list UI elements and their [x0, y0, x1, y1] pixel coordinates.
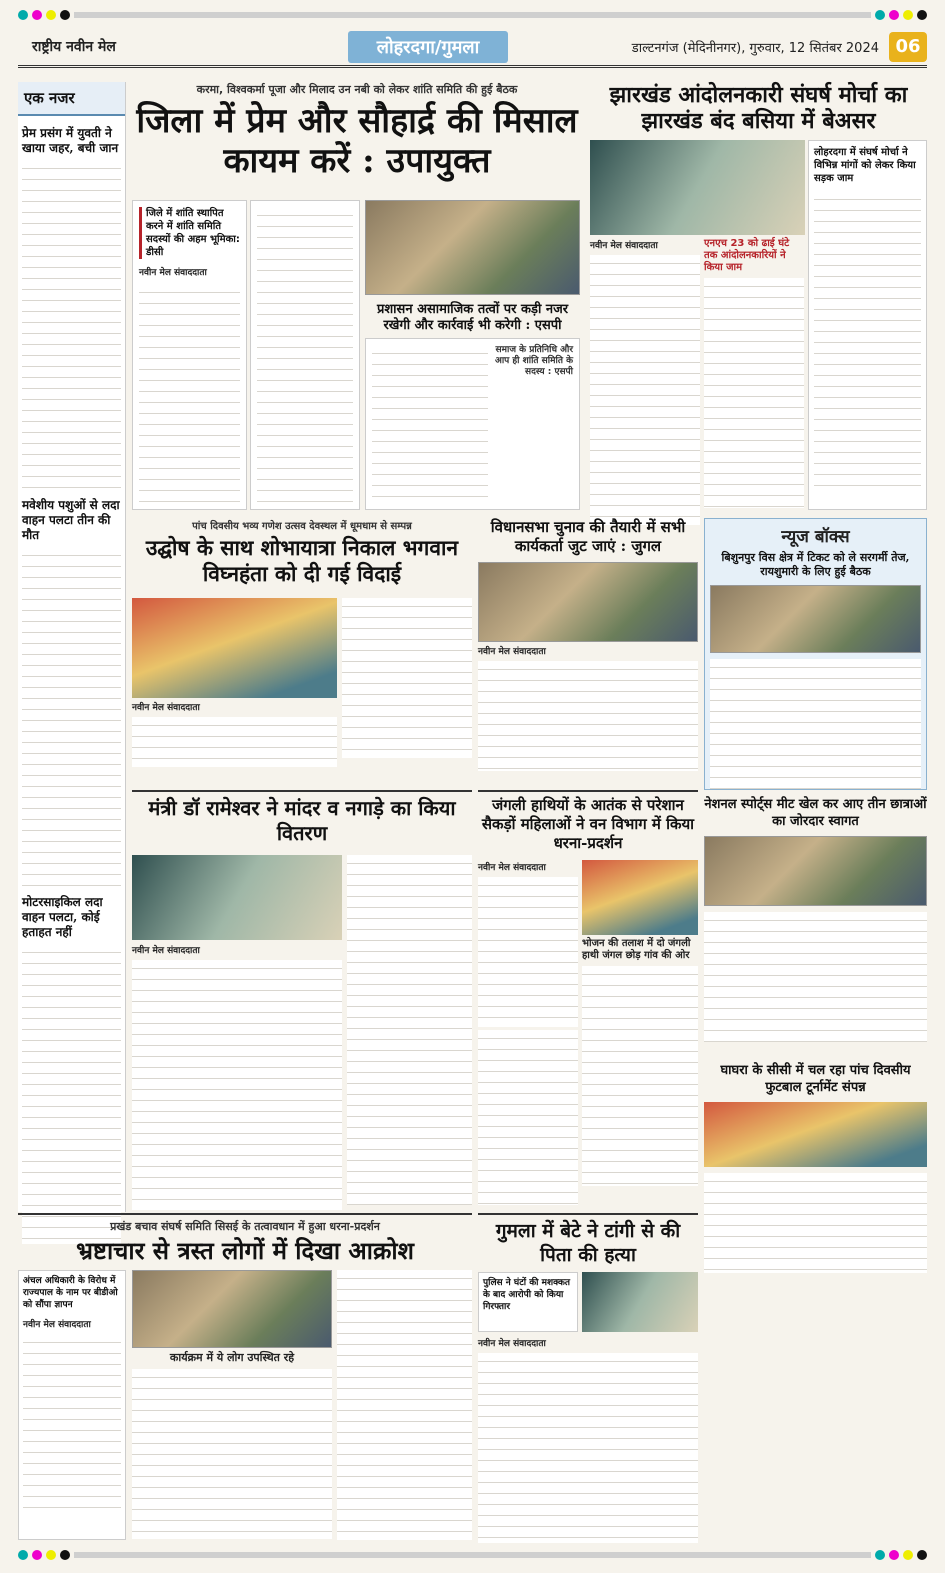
jharkhand-body-3	[814, 191, 921, 491]
jharkhand-caption-box	[704, 238, 804, 508]
ganesh-kicker: पांच दिवसीय भव्य गणेश उत्सव देवस्थल में धूमधाम से सम्पन्न	[192, 521, 412, 532]
football-story	[704, 1062, 927, 1273]
news-box-label: न्यूज बॉक्स	[781, 527, 850, 547]
gumla-headline: गुमला में बेटे ने टांगी से की पिता की हत्या	[495, 1220, 681, 1266]
gumla-photo	[582, 1272, 698, 1332]
masthead-name: राष्ट्रीय नवीन मेल	[32, 39, 116, 55]
lead-kicker: करमा, विश्वकर्मा पूजा और मिलाद उन नबी को लेकर शांति समिति की हुई बैठक	[196, 83, 518, 96]
lead-pullquote-2: समाज के प्रतिनिधि और आप ही शांति समिति के सदस्य : एसपी	[494, 345, 573, 377]
protest-sidebar: अंचल अधिकारी के विरोध में राज्यपाल के नाम पर बीडीओ को सौंपा ज्ञापन	[23, 1276, 118, 1310]
news-box-photo	[710, 585, 921, 653]
page-number: 06	[889, 32, 927, 62]
jharkhand-byline: नवीन मेल संवाददाता	[590, 241, 658, 251]
sports-story	[704, 796, 927, 1042]
gumla-sidebar: पुलिस ने घंटों की मशक्कत के बाद आरोपी को किया गिरफ्तार	[483, 1278, 571, 1312]
protest-photo	[132, 1270, 332, 1348]
football-headline: घाघरा के सीसी में चल रहा पांच दिवसीय फुटबाल टूर्नामेंट संपन्न	[720, 1063, 911, 1095]
gumla-story	[478, 1213, 698, 1267]
news-box-headline: बिशुनपुर विस क्षेत्र में टिकट को ले सरगर्मी तेज, रायशुमारी के लिए हुई बैठक	[721, 551, 910, 578]
lead-body-3	[372, 345, 488, 503]
jharkhand-story	[590, 82, 927, 134]
gumla-body	[478, 1353, 698, 1543]
dateline: डाल्टनगंज (मेदिनीनगर), गुरुवार, 12 सितंबर 2024	[631, 40, 879, 56]
protest-photo-caption: कार्यक्रम में ये लोग उपस्थित रहे	[169, 1351, 295, 1364]
brief-headline-2: मवेशीय पशुओं से लदा वाहन पलटा तीन की मौत	[22, 498, 120, 542]
election-body	[478, 661, 698, 771]
ganesh-byline: नवीन मेल संवाददाता	[132, 703, 200, 713]
minister-body-2	[347, 855, 472, 1205]
sports-photo	[704, 836, 927, 906]
brief-body-3	[22, 944, 121, 1244]
elephant-headline: जंगली हाथियों के आतंक से परेशान सैकड़ों महिलाओं ने वन विभाग में किया धरना-प्रदर्शन	[481, 796, 695, 852]
lead-story	[132, 82, 582, 181]
brief-body-1	[22, 160, 121, 490]
minister-headline: मंत्री डॉ रामेश्वर ने मांदर व नगाड़े का किया वितरण	[148, 796, 456, 845]
elephant-photo	[582, 860, 698, 935]
elephant-body-box	[478, 860, 578, 1027]
ganesh-headline: उद्घोष के साथ शोभायात्रा निकाल भगवान विघ्नहंता को दी गई विदाई	[145, 535, 459, 586]
jharkhand-sidebar: लोहरदगा में संघर्ष मोर्चा ने विभिन्न मांगों को लेकर किया सड़क जाम	[814, 147, 916, 184]
minister-photo	[132, 855, 342, 940]
ganesh-body-2	[342, 598, 472, 758]
elephant-story	[478, 790, 698, 853]
ganesh-story	[132, 518, 472, 587]
jharkhand-headline: झारखंड आंदोलनकारी संघर्ष मोर्चा का झारखंड बंद बसिया में बेअसर	[609, 82, 908, 134]
election-headline: विधानसभा चुनाव की तैयारी में सभी कार्यकर्ता जुट जाएं : जुगल	[490, 518, 686, 555]
news-box	[704, 518, 927, 790]
minister-byline: नवीन मेल संवाददाता	[132, 946, 200, 956]
elephant-caption: भोजन की तलाश में दो जंगली हाथी जंगल छोड़ गांव की ओर	[582, 938, 691, 961]
lead-photo	[365, 200, 580, 295]
page-header	[18, 28, 927, 68]
elephant-body-3	[478, 1030, 578, 1205]
minister-body-box	[132, 943, 342, 1210]
lead-byline: नवीन मेल संवाददाता	[139, 268, 207, 278]
news-box-body	[710, 659, 921, 789]
election-body-box	[478, 644, 698, 771]
ganesh-photo	[132, 598, 337, 698]
section-title: लोहरदगा/गुमला	[348, 31, 508, 63]
elephant-caption-box	[582, 938, 698, 1186]
sports-headline: नेशनल स्पोर्ट्स मीट खेल कर आए तीन छात्राओं का जोरदार स्वागत	[704, 797, 927, 829]
election-photo	[478, 562, 698, 642]
protest-story	[18, 1213, 472, 1266]
section-label: एक नजर	[18, 82, 125, 116]
protest-caption-box	[132, 1350, 332, 1539]
brief-headline-1: प्रेम प्रसंग में युवती ने खाया जहर, बची जान	[22, 126, 119, 155]
lead-sidebar: जिले में शांति स्थापित करने में शांति समिति सदस्यों की अहम भूमिका: डीसी	[139, 207, 240, 259]
jharkhand-photo-caption: एनएच 23 को ढाई घंटे तक आंदोलनकारियों ने किया जाम	[704, 238, 790, 273]
protest-sidebar-box	[18, 1270, 126, 1540]
lead-sidebar-column	[132, 200, 247, 510]
lead-headline: जिला में प्रेम और सौहार्द्र की मिसाल कायम करें : उपायुक्त	[136, 101, 578, 181]
jharkhand-body-1	[590, 255, 700, 525]
football-photo	[704, 1102, 927, 1167]
football-body	[704, 1173, 927, 1273]
gumla-byline: नवीन मेल संवाददाता	[478, 1339, 546, 1349]
ganesh-byline-box	[132, 700, 337, 767]
jharkhand-photo	[590, 140, 805, 235]
lead-body-3-box	[365, 338, 580, 510]
lead-body-1	[139, 284, 240, 504]
elephant-body-1	[478, 877, 578, 1027]
left-column	[18, 82, 126, 1212]
brief-body-2	[22, 547, 121, 887]
protest-byline: नवीन मेल संवाददाता	[23, 1320, 91, 1330]
protest-body-1	[23, 1334, 121, 1514]
elephant-byline: नवीन मेल संवाददाता	[478, 863, 546, 873]
protest-body-2	[132, 1369, 332, 1539]
election-byline: नवीन मेल संवाददाता	[478, 647, 546, 657]
minister-body-1	[132, 960, 342, 1210]
lead-pullquote: प्रशासन असामाजिक तत्वों पर कड़ी नजर रखेगी और कार्रवाई भी करेगी : एसपी	[376, 302, 569, 333]
jharkhand-byline-box	[590, 238, 700, 525]
ganesh-body-1	[132, 717, 337, 767]
registration-strip-bottom	[18, 1550, 927, 1560]
lead-body-2	[257, 207, 353, 502]
gumla-body-box	[478, 1336, 698, 1543]
protest-body-3	[337, 1270, 472, 1540]
registration-strip-top	[18, 10, 927, 20]
elephant-body-2	[582, 966, 698, 1186]
jharkhand-body-2	[704, 278, 804, 508]
sports-body	[704, 912, 927, 1042]
minister-story	[132, 790, 472, 846]
jharkhand-sidebar-box	[808, 140, 927, 510]
lead-pullquote-box	[365, 298, 580, 338]
gumla-sidebar-box	[478, 1272, 578, 1332]
lead-body-column	[250, 200, 360, 510]
brief-headline-3: मोटरसाइकिल लदा वाहन पलटा, कोई हताहत नहीं	[22, 895, 103, 939]
protest-headline: भ्रष्टाचार से त्रस्त लोगों में दिखा आक्रोश	[76, 1236, 414, 1265]
election-story	[478, 518, 698, 556]
protest-kicker: प्रखंड बचाव संघर्ष समिति सिसई के तत्वावधान में हुआ धरना-प्रदर्शन	[110, 1220, 380, 1233]
